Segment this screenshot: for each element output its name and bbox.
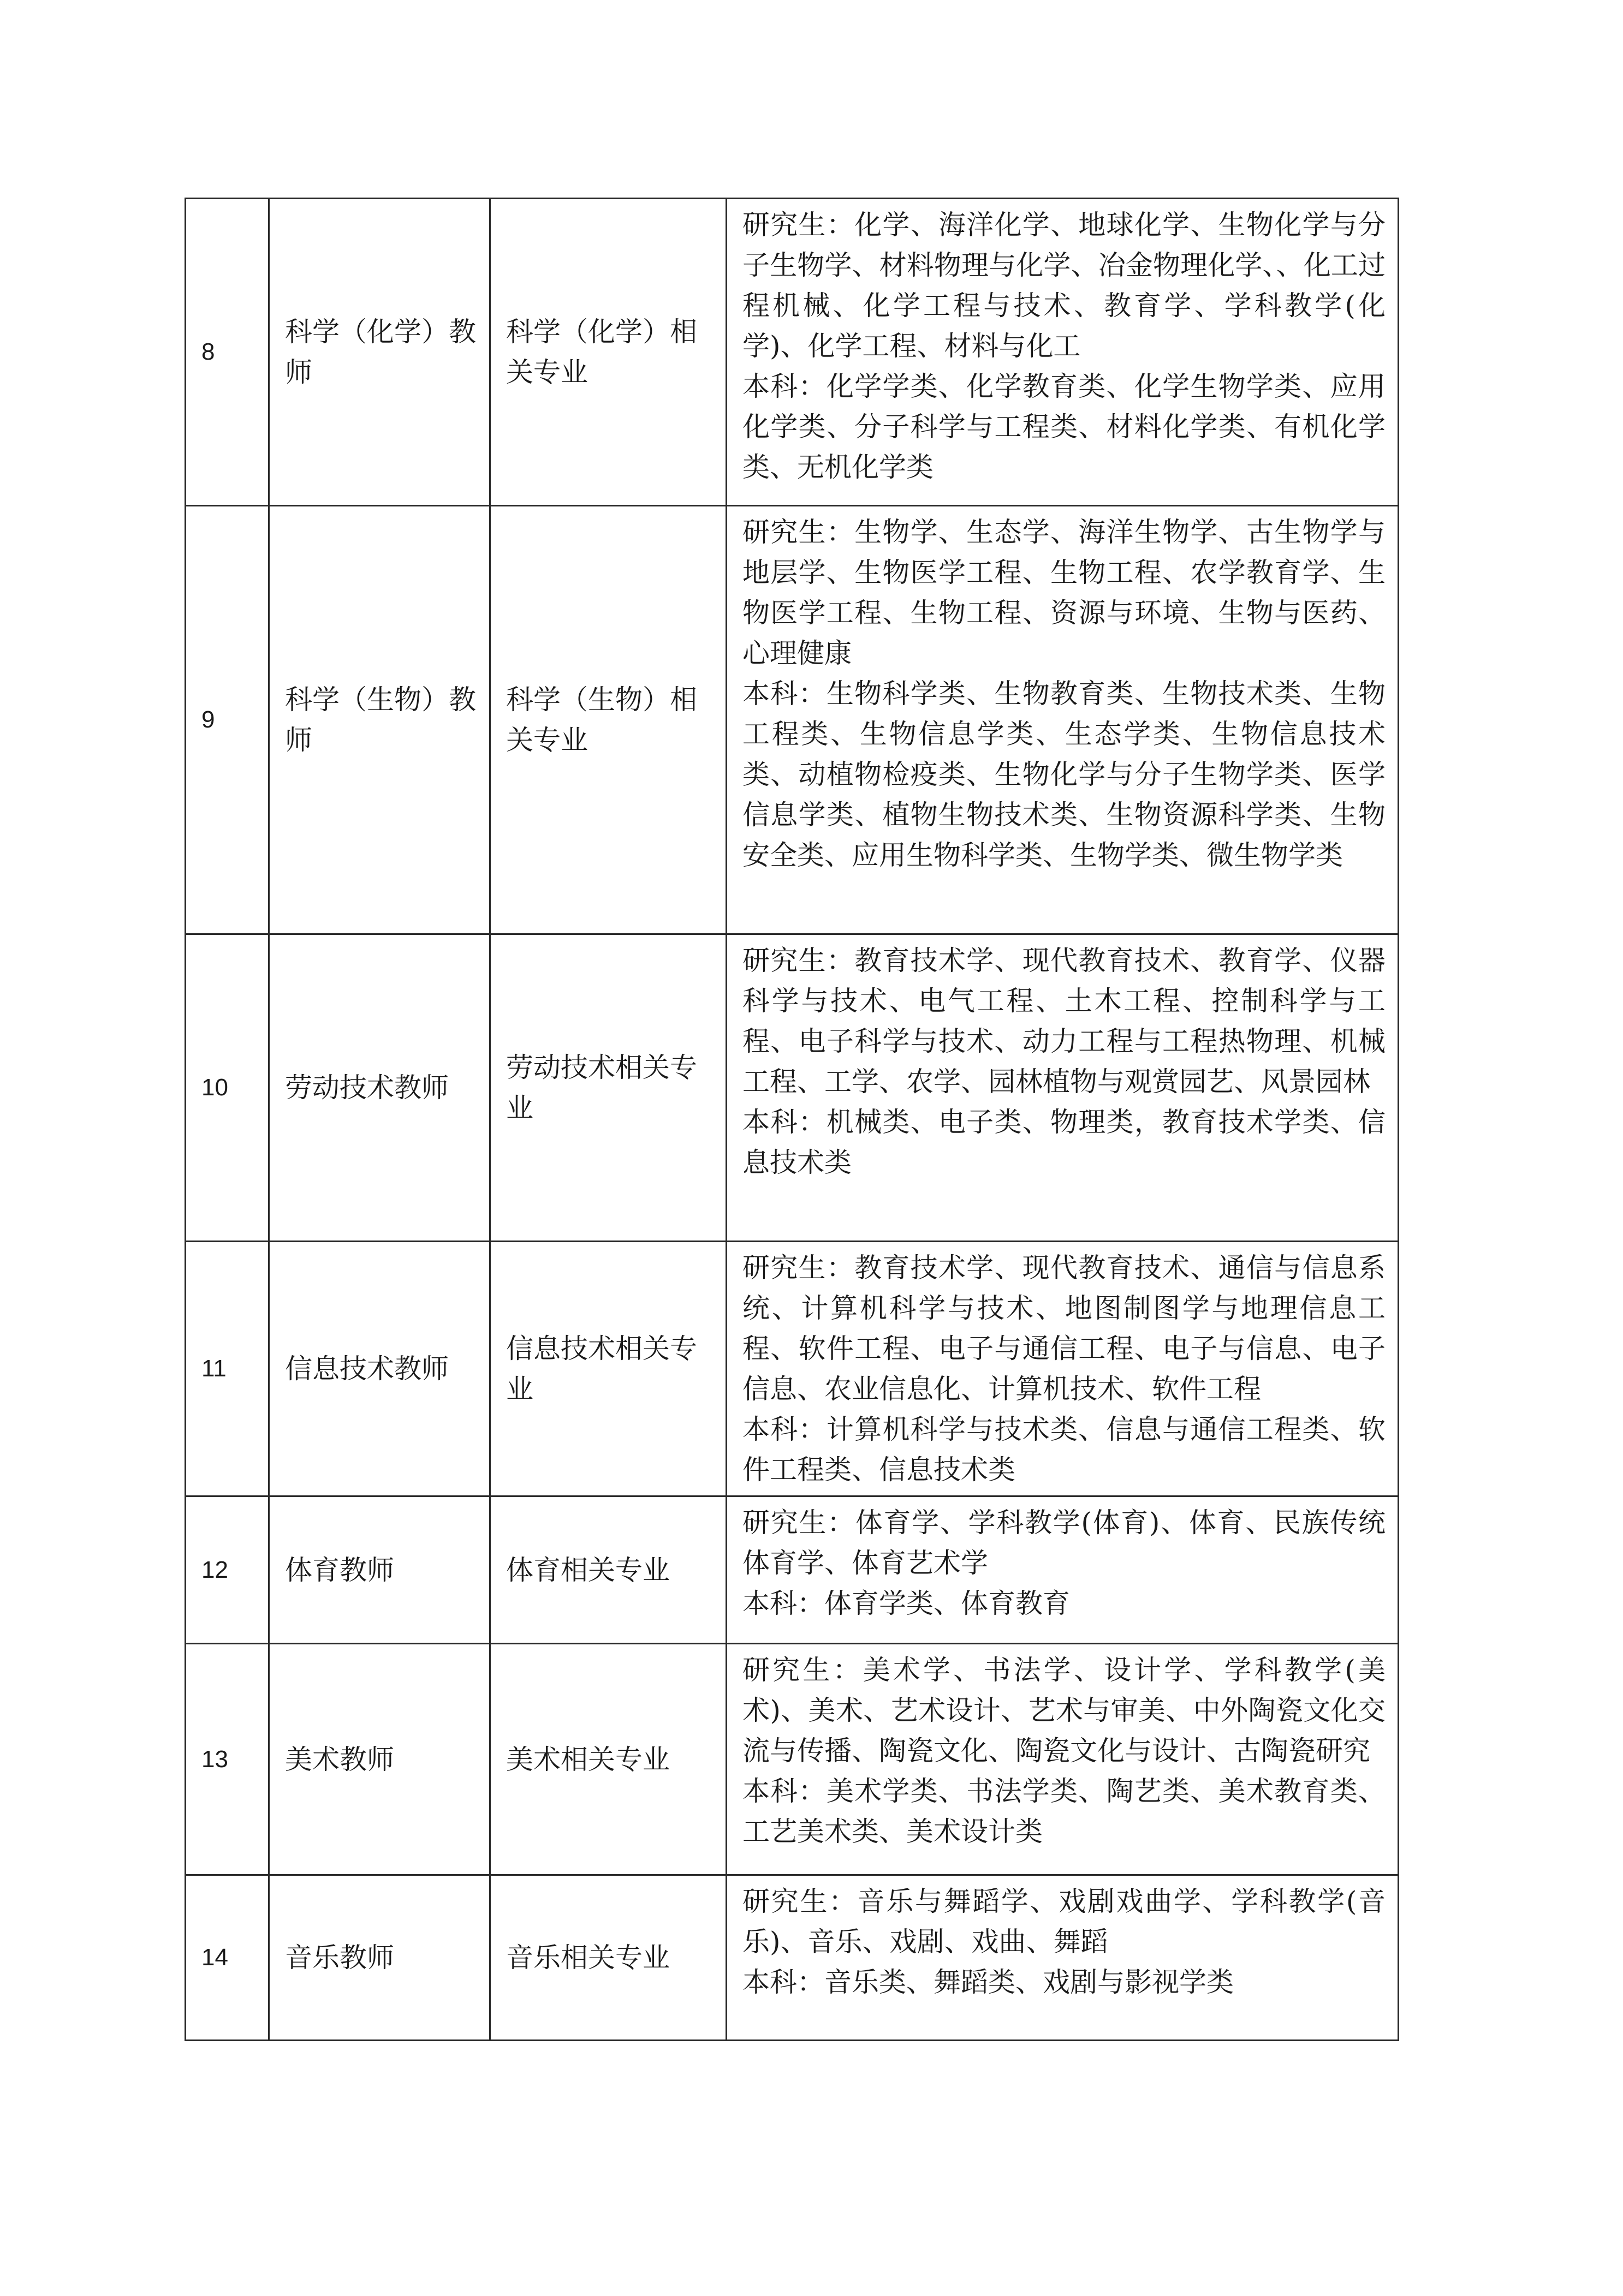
major-details [727,934,1399,1242]
related-major: 信息技术相关专业 [490,1242,727,1496]
row-number: 13 [186,1644,269,1875]
position-name: 劳动技术教师 [269,934,490,1242]
table-row [186,506,1399,934]
graduate-majors: 研究生：教育技术学、现代教育技术、教育学、仪器科学与技术、电气工程、土木工程、控制科学与工程、电子科学与技术、动力工程与工程热物理、机械工程、工学、农学、园林植物与观赏园艺、风景园林 [742,945,1386,1098]
row-number: 10 [186,934,269,1242]
undergraduate-majors: 本科：生物科学类、生物教育类、生物技术类、生物工程类、生物信息学类、生态学类、生物信息技术类、动植物检疫类、生物化学与分子生物学类、医学信息学类、植物生物技术类、生物资源科学类、生物安全类、应用生物科学类、生物学类、微生物学类 [742,678,1386,871]
row-number: 14 [186,1875,269,2041]
position-name: 音乐教师 [269,1875,490,2041]
undergraduate-majors: 本科：化学学类、化学教育类、化学生物学类、应用化学类、分子科学与工程类、材料化学类、有机化学类、无机化学类 [742,371,1386,483]
table-row [186,199,1399,506]
undergraduate-majors: 本科：音乐类、舞蹈类、戏剧与影视学类 [742,1966,1234,1998]
position-name: 科学（生物）教师 [269,506,490,934]
graduate-majors: 研究生：化学、海洋化学、地球化学、生物化学与分子生物学、材料物理与化学、冶金物理化学、、化工过程机械、化学工程与技术、教育学、学科教学(化学)、化学工程、材料与化工 [742,209,1386,362]
row-number: 11 [186,1242,269,1496]
table-row [186,1644,1399,1875]
related-major: 科学（生物）相关专业 [490,506,727,934]
major-details [727,199,1399,506]
major-details [727,1875,1399,2041]
related-major: 音乐相关专业 [490,1875,727,2041]
undergraduate-majors: 本科：体育学类、体育教育 [742,1588,1070,1619]
major-details [727,1496,1399,1644]
undergraduate-majors: 本科：计算机科学与技术类、信息与通信工程类、软件工程类、信息技术类 [742,1414,1386,1486]
related-major: 劳动技术相关专业 [490,934,727,1242]
table-row [186,1875,1399,2041]
majors-table [185,198,1399,2041]
related-major: 美术相关专业 [490,1644,727,1875]
graduate-majors: 研究生：音乐与舞蹈学、戏剧戏曲学、学科教学(音乐)、音乐、戏剧、戏曲、舞蹈 [742,1886,1386,1958]
row-number: 12 [186,1496,269,1644]
position-name: 科学（化学）教师 [269,199,490,506]
graduate-majors: 研究生：体育学、学科教学(体育)、体育、民族传统体育学、体育艺术学 [742,1507,1386,1579]
graduate-majors: 研究生：美术学、书法学、设计学、学科教学(美术)、美术、艺术设计、艺术与审美、中外陶瓷文化交流与传播、陶瓷文化、陶瓷文化与设计、古陶瓷研究 [742,1654,1386,1767]
row-number: 9 [186,506,269,934]
table-row [186,1242,1399,1496]
table-row [186,934,1399,1242]
position-name: 美术教师 [269,1644,490,1875]
major-details [727,506,1399,934]
graduate-majors: 研究生：生物学、生态学、海洋生物学、古生物学与地层学、生物医学工程、生物工程、农学教育学、生物医学工程、生物工程、资源与环境、生物与医药、心理健康 [742,516,1386,669]
table-row [186,1496,1399,1644]
position-name: 信息技术教师 [269,1242,490,1496]
row-number: 8 [186,199,269,506]
major-details [727,1242,1399,1496]
related-major: 科学（化学）相关专业 [490,199,727,506]
graduate-majors: 研究生：教育技术学、现代教育技术、通信与信息系统、计算机科学与技术、地图制图学与地理信息工程、软件工程、电子与通信工程、电子与信息、电子信息、农业信息化、计算机技术、软件工程 [742,1252,1386,1405]
position-name: 体育教师 [269,1496,490,1644]
related-major: 体育相关专业 [490,1496,727,1644]
undergraduate-majors: 本科：美术学类、书法学类、陶艺类、美术教育类、工艺美术类、美术设计类 [742,1775,1386,1847]
major-details [727,1644,1399,1875]
undergraduate-majors: 本科：机械类、电子类、物理类，教育技术学类、信息技术类 [742,1106,1386,1178]
